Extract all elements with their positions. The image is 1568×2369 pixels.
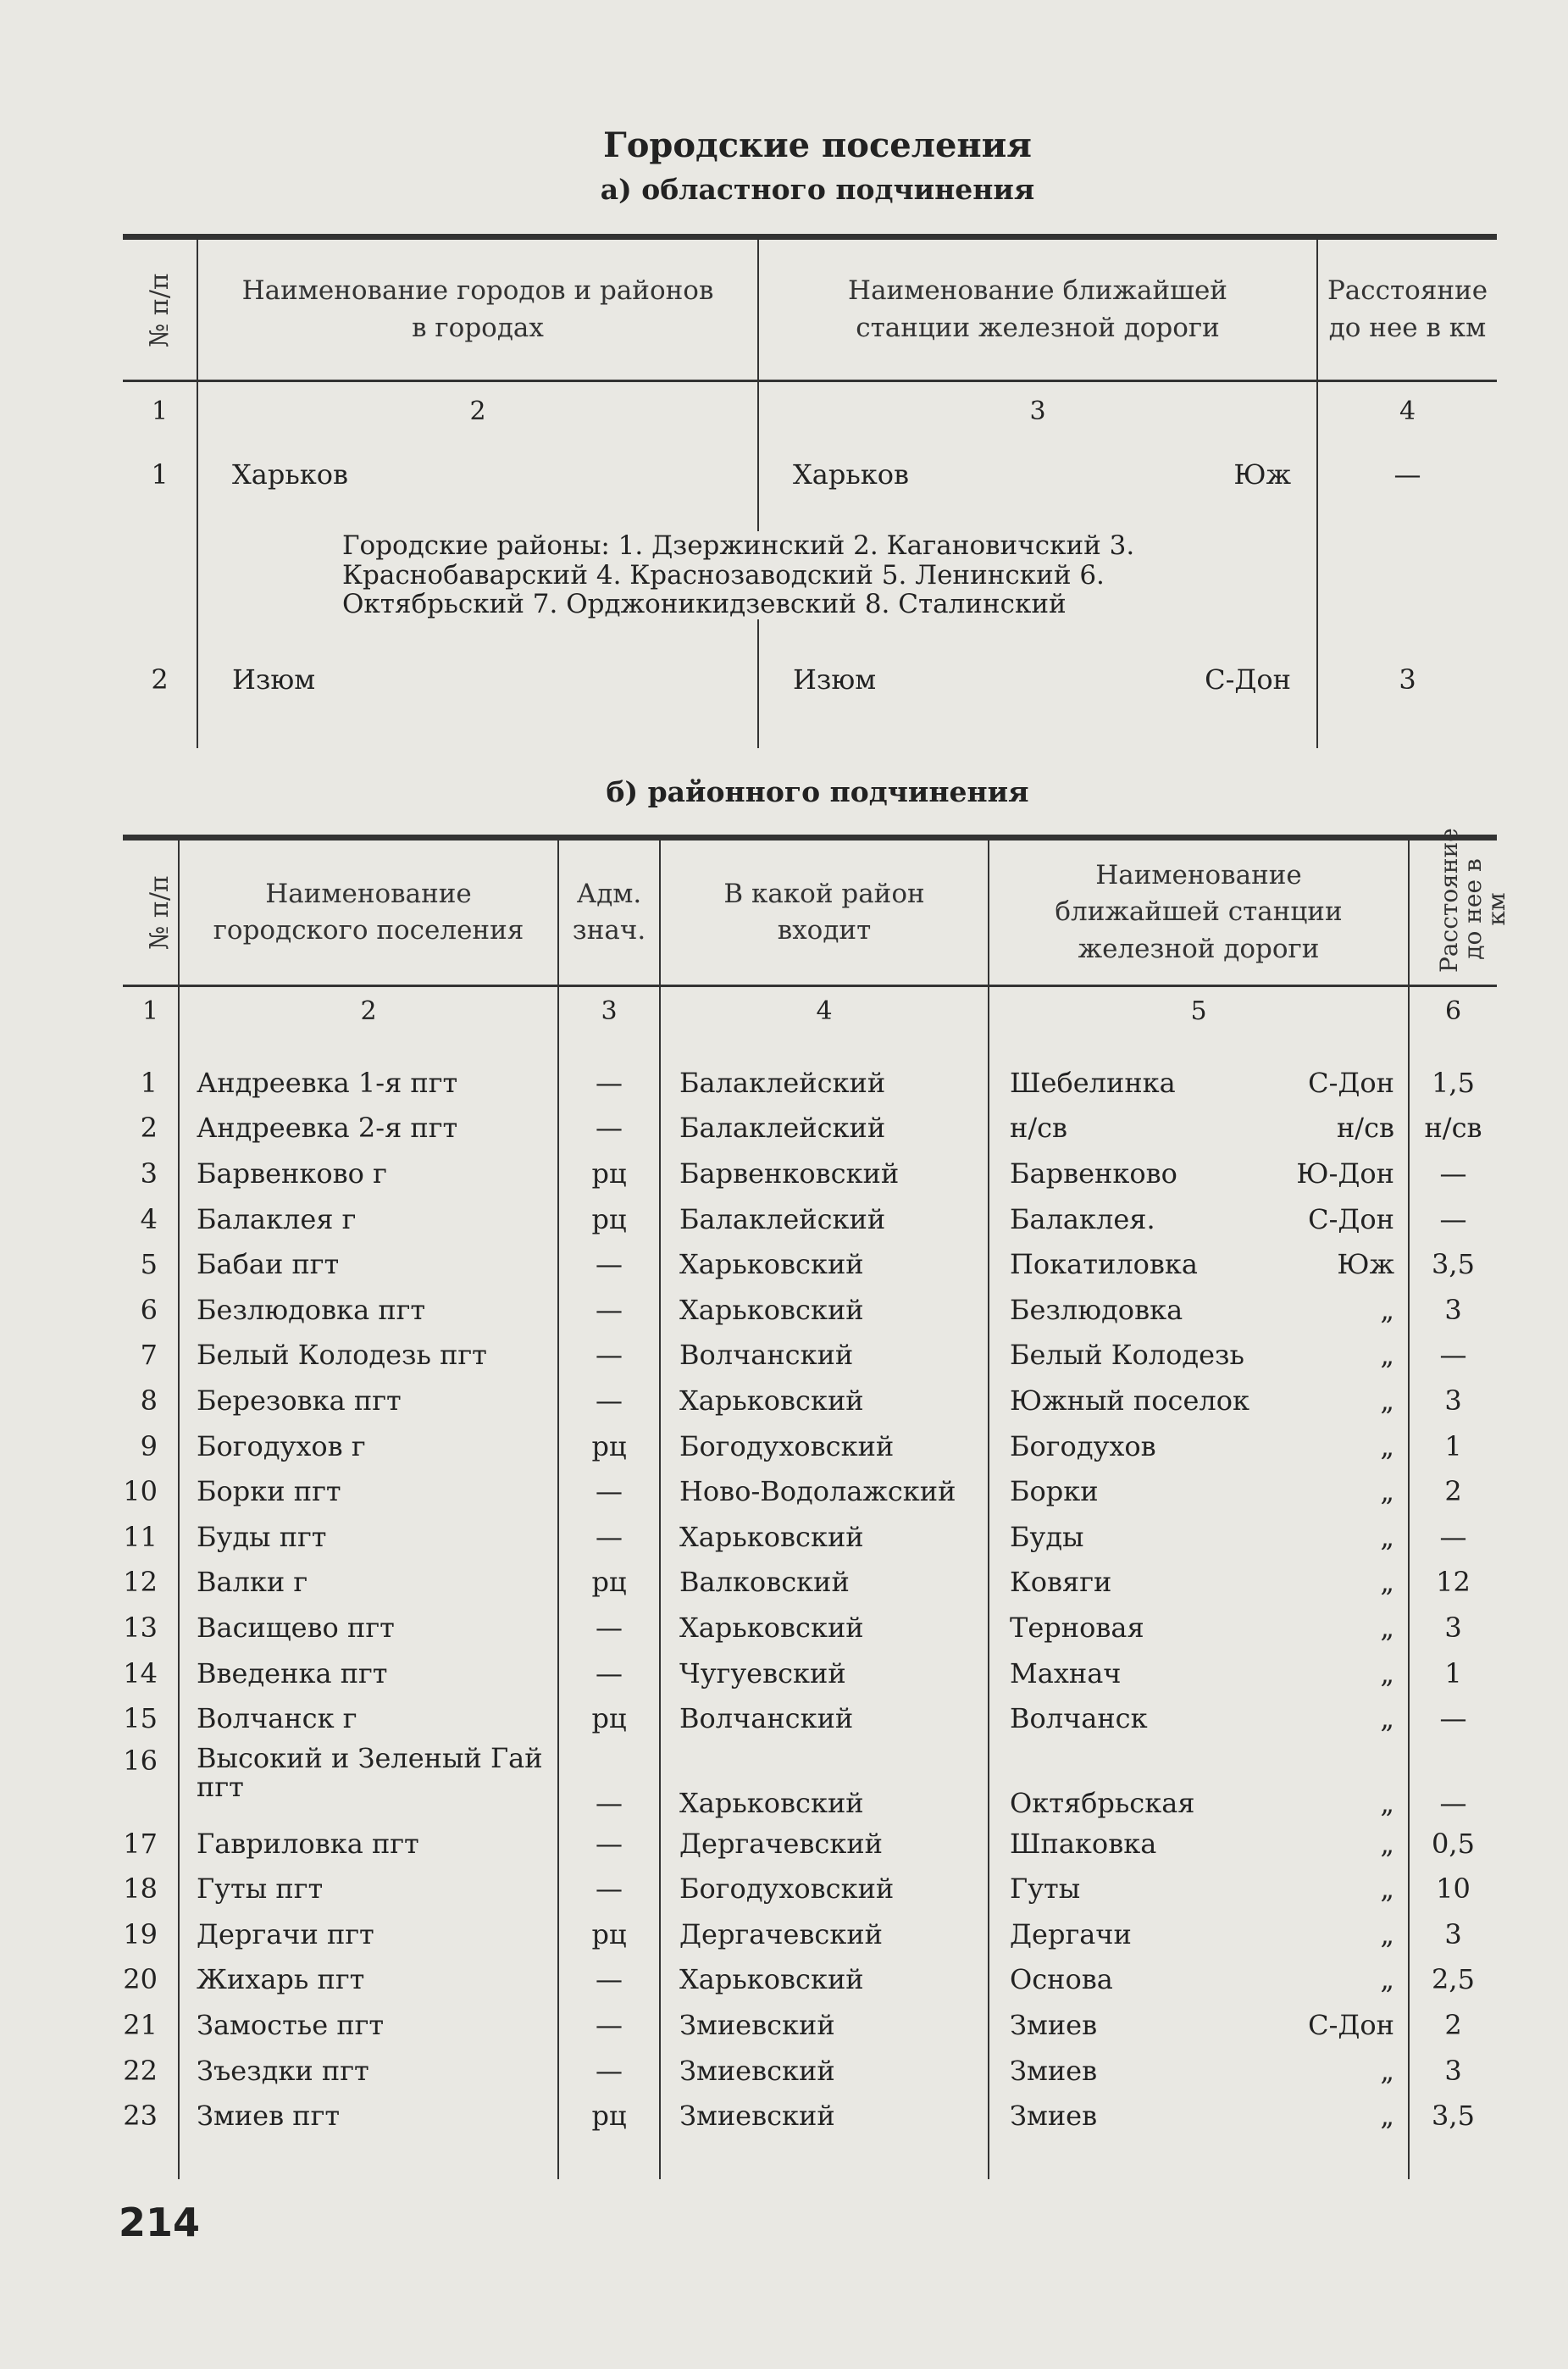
settlement-name: Высокий и Зеленый Гай пгт	[179, 1741, 558, 1821]
adm-status: —	[558, 1605, 660, 1651]
adm-status: —	[558, 1241, 660, 1287]
table-row	[123, 1151, 1497, 1196]
column-number: 4	[1317, 381, 1497, 441]
raion-name: Дергачевский	[660, 1821, 989, 1867]
distance: 3,5	[1409, 1241, 1497, 1287]
adm-status: —	[558, 2048, 660, 2094]
station-name: Безлюдовка	[1010, 1293, 1183, 1326]
adm-status: рц	[558, 2093, 660, 2139]
station-cell	[989, 1468, 1409, 1514]
table-row	[123, 2048, 1497, 2094]
districts-note: Городские районы: 1. Дзержинский 2. Кагановичский 3. Краснобаварский 4. Краснозаводский 5. Ленинский 6. Октябрьский 7. Орджоникидзевский 8. Сталинский	[342, 531, 1189, 619]
settlement-name: Балаклея г	[179, 1196, 558, 1242]
station-cell	[989, 1378, 1409, 1423]
adm-status: рц	[558, 1423, 660, 1469]
settlement-name: Введенка пгт	[179, 1651, 558, 1696]
settlement-name: Гавриловка пгт	[179, 1821, 558, 1867]
settlement-name: Жихарь пгт	[179, 1957, 558, 2003]
row-number: 7	[140, 1339, 158, 1372]
distance: —	[1317, 440, 1497, 509]
settlement-name: Замостье пгт	[179, 2002, 558, 2048]
header-raion: В какой район входит	[660, 838, 989, 986]
station-cell	[989, 2093, 1409, 2139]
distance: 3,5	[1409, 2093, 1497, 2139]
adm-status: —	[558, 1468, 660, 1514]
station-name: Октябрьская	[1010, 1786, 1195, 1819]
raion-name: Змиевский	[660, 2093, 989, 2139]
settlement-name: Барвенково г	[179, 1151, 558, 1196]
table-row	[123, 1241, 1497, 1287]
header-num: № п/п	[145, 272, 175, 347]
column-number: 1	[123, 986, 179, 1035]
station-cell	[989, 1605, 1409, 1651]
distance: —	[1409, 1151, 1497, 1196]
railway-code: Юж	[1337, 1248, 1394, 1281]
settlement-name: Васищево пгт	[179, 1605, 558, 1651]
settlement-name: Березовка пгт	[179, 1378, 558, 1423]
station-name: Изюм	[793, 663, 877, 696]
station-name: Южный поселок	[1010, 1384, 1249, 1417]
raion-name: Балаклейский	[660, 1196, 989, 1242]
station-name: Шпаковка	[1010, 1827, 1157, 1860]
header-name: Наименование городского поселения	[179, 838, 558, 986]
distance: 3	[1409, 1287, 1497, 1333]
station-name: Харьков	[793, 458, 910, 491]
adm-status: —	[558, 1741, 660, 1821]
station-name: Гуты	[1010, 1872, 1081, 1906]
raion-name: Ново-Водолажский	[660, 1468, 989, 1514]
table-row	[123, 1605, 1497, 1651]
railway-code: „	[1380, 1917, 1394, 1950]
raion-name: Харьковский	[660, 1514, 989, 1560]
adm-status: —	[558, 1106, 660, 1151]
row-number: 20	[123, 1963, 158, 1996]
station-cell	[989, 1060, 1409, 1106]
distance: н/св	[1409, 1106, 1497, 1151]
table-row	[123, 1867, 1497, 1912]
row-number: 4	[140, 1202, 158, 1235]
station-cell	[989, 1106, 1409, 1151]
settlement-name: Дергачи пгт	[179, 1911, 558, 1957]
row-number: 17	[123, 1827, 158, 1860]
table-regional-subordination	[123, 234, 1497, 748]
settlement-name: Белый Колодезь пгт	[179, 1333, 558, 1379]
distance: 3	[1317, 652, 1497, 748]
row-number: 2	[151, 663, 169, 696]
railway-code: „	[1380, 1702, 1394, 1735]
header-distance: Расстояние до нее в км	[1409, 838, 1497, 986]
adm-status: —	[558, 1957, 660, 2003]
station-name: Змиев	[1010, 2100, 1098, 2133]
adm-status: —	[558, 1651, 660, 1696]
railway-code: „	[1380, 1872, 1394, 1906]
raion-name: Харьковский	[660, 1287, 989, 1333]
distance: 1	[1409, 1423, 1497, 1469]
table-row	[123, 1651, 1497, 1696]
railway-code: „	[1380, 1384, 1394, 1417]
header-adm: Адм. знач.	[558, 838, 660, 986]
station-name: Махнач	[1010, 1656, 1122, 1689]
row-number: 23	[123, 2100, 158, 2133]
station-name: Белый Колодезь	[1010, 1339, 1244, 1372]
row-number: 21	[123, 2009, 158, 2042]
station-cell	[989, 1695, 1409, 1741]
settlement-name: Борки пгт	[179, 1468, 558, 1514]
table-row	[123, 440, 1497, 509]
raion-name: Харьковский	[660, 1605, 989, 1651]
railway-code: „	[1380, 1827, 1394, 1860]
railway-code: „	[1380, 1293, 1394, 1326]
raion-name: Харьковский	[660, 1241, 989, 1287]
station-name: Буды	[1010, 1520, 1084, 1553]
raion-name: Богодуховский	[660, 1423, 989, 1469]
table-row	[123, 1106, 1497, 1151]
station-name: Терновая	[1010, 1611, 1144, 1644]
column-number: 2	[197, 381, 758, 441]
table-row	[123, 2002, 1497, 2048]
table-row	[123, 1741, 1497, 1821]
column-number: 4	[660, 986, 989, 1035]
table-row	[123, 1957, 1497, 2003]
row-number: 22	[123, 2054, 158, 2087]
settlement-name: Безлюдовка пгт	[179, 1287, 558, 1333]
districts-note-cell	[197, 509, 1135, 652]
row-number: 15	[123, 1702, 158, 1735]
raion-name: Волчанский	[660, 1333, 989, 1379]
raion-name: Дергачевский	[660, 1911, 989, 1957]
adm-status: рц	[558, 1911, 660, 1957]
station-cell	[989, 2002, 1409, 2048]
station-name: Покатиловка	[1010, 1248, 1198, 1281]
adm-status: —	[558, 2002, 660, 2048]
column-number-row	[123, 381, 1497, 441]
table-header-row	[123, 237, 1497, 381]
raion-name: Харьковский	[660, 1741, 989, 1821]
station-cell	[989, 1333, 1409, 1379]
distance: —	[1409, 1695, 1497, 1741]
railway-code: Ю-Дон	[1296, 1157, 1394, 1190]
table-row	[123, 1287, 1497, 1333]
column-number: 6	[1409, 986, 1497, 1035]
railway-code: н/св	[1336, 1112, 1394, 1145]
header-station: Наименование ближайшей станции железной дороги	[989, 838, 1409, 986]
station-cell	[758, 652, 1317, 748]
adm-status: рц	[558, 1560, 660, 1606]
station-cell	[989, 1241, 1409, 1287]
railway-code: „	[1380, 2100, 1394, 2133]
row-number: 11	[123, 1520, 158, 1553]
station-name: Барвенково	[1010, 1157, 1177, 1190]
railway-code: С-Дон	[1308, 2009, 1394, 2042]
adm-status: —	[558, 1514, 660, 1560]
table-row	[123, 1333, 1497, 1379]
table-row	[123, 1196, 1497, 1242]
adm-status: —	[558, 1867, 660, 1912]
raion-name: Харьковский	[660, 1957, 989, 2003]
adm-status: —	[558, 1378, 660, 1423]
settlement-name: Волчанск г	[179, 1695, 558, 1741]
settlement-name: Змиев пгт	[179, 2093, 558, 2139]
distance: —	[1409, 1196, 1497, 1242]
station-cell	[989, 1911, 1409, 1957]
station-name: Шебелинка	[1010, 1066, 1176, 1099]
adm-status: —	[558, 1821, 660, 1867]
adm-status: —	[558, 1287, 660, 1333]
distance: —	[1409, 1741, 1497, 1821]
station-cell	[758, 440, 1317, 509]
row-number: 19	[123, 1917, 158, 1950]
station-cell	[989, 1957, 1409, 2003]
railway-code: „	[1380, 1786, 1394, 1819]
railway-code: „	[1380, 1520, 1394, 1553]
row-number: 9	[140, 1429, 158, 1462]
raion-name: Балаклейский	[660, 1106, 989, 1151]
adm-status: рц	[558, 1695, 660, 1741]
table-row	[123, 1560, 1497, 1606]
raion-name: Волчанский	[660, 1695, 989, 1741]
station-name: Борки	[1010, 1475, 1099, 1508]
station-cell	[989, 1867, 1409, 1912]
station-cell	[989, 1741, 1409, 1821]
distance: 3	[1409, 1911, 1497, 1957]
railway-code: „	[1380, 1611, 1394, 1644]
header-distance: Расстояние до нее в км	[1317, 237, 1497, 381]
row-number: 14	[123, 1656, 158, 1689]
station-cell	[989, 1287, 1409, 1333]
column-number: 2	[179, 986, 558, 1035]
adm-status: —	[558, 1333, 660, 1379]
row-number: 3	[140, 1157, 158, 1190]
settlement-name: Богодухов г	[179, 1423, 558, 1469]
distance: 0,5	[1409, 1821, 1497, 1867]
raion-name: Валковский	[660, 1560, 989, 1606]
station-cell	[989, 1560, 1409, 1606]
station-name: Дергачи	[1010, 1917, 1132, 1950]
distance: 3	[1409, 1605, 1497, 1651]
railway-code: „	[1380, 1429, 1394, 1462]
table-row	[123, 2093, 1497, 2139]
distance: 12	[1409, 1560, 1497, 1606]
table-row	[123, 1060, 1497, 1106]
table-row	[123, 1695, 1497, 1741]
settlement-name: Бабаи пгт	[179, 1241, 558, 1287]
row-number: 18	[123, 1872, 158, 1906]
railway-code: „	[1380, 2054, 1394, 2087]
page-title: Городские поселения	[603, 125, 1032, 165]
table-row	[123, 1821, 1497, 1867]
distance: 3	[1409, 1378, 1497, 1423]
station-name: Основа	[1010, 1963, 1113, 1996]
raion-name: Змиевский	[660, 2002, 989, 2048]
railway-code: „	[1380, 1566, 1394, 1599]
raion-name: Барвенковский	[660, 1151, 989, 1196]
settlement-name: Зъездки пгт	[179, 2048, 558, 2094]
row-number: 8	[140, 1384, 158, 1417]
section-a-subtitle: а) областного подчинения	[600, 173, 1035, 206]
railway-code: С-Дон	[1205, 663, 1291, 696]
adm-status: рц	[558, 1196, 660, 1242]
raion-name: Харьковский	[660, 1378, 989, 1423]
adm-status: —	[558, 1060, 660, 1106]
city-name: Изюм	[197, 652, 758, 748]
station-cell	[989, 2048, 1409, 2094]
table-row	[123, 652, 1497, 748]
raion-name: Балаклейский	[660, 1060, 989, 1106]
station-name: Богодухов	[1010, 1429, 1156, 1462]
station-cell	[989, 1151, 1409, 1196]
table-row	[123, 1378, 1497, 1423]
raion-name: Змиевский	[660, 2048, 989, 2094]
station-name: н/св	[1010, 1112, 1068, 1145]
row-number: 6	[140, 1293, 158, 1326]
distance: 3	[1409, 2048, 1497, 2094]
distance: 2,5	[1409, 1957, 1497, 2003]
table-header-row	[123, 838, 1497, 986]
row-number: 1	[140, 1066, 158, 1099]
column-number: 1	[123, 381, 197, 441]
row-number: 1	[151, 458, 169, 491]
column-number: 5	[989, 986, 1409, 1035]
districts-note-row	[123, 509, 1497, 652]
row-number: 13	[123, 1611, 158, 1644]
settlement-name: Буды пгт	[179, 1514, 558, 1560]
row-number: 12	[123, 1566, 158, 1599]
column-number: 3	[558, 986, 660, 1035]
station-cell	[989, 1196, 1409, 1242]
distance: 1	[1409, 1651, 1497, 1696]
station-name: Змиев	[1010, 2009, 1098, 2042]
railway-code: С-Дон	[1308, 1202, 1394, 1235]
city-name: Харьков	[197, 440, 758, 509]
distance: 1,5	[1409, 1060, 1497, 1106]
settlement-name: Андреевка 2-я пгт	[179, 1106, 558, 1151]
station-name: Ковяги	[1010, 1566, 1112, 1599]
station-name: Змиев	[1010, 2054, 1098, 2087]
station-cell	[989, 1423, 1409, 1469]
table-row	[123, 1468, 1497, 1514]
station-name: Волчанск	[1010, 1702, 1148, 1735]
railway-code: Юж	[1233, 458, 1291, 491]
settlement-name: Андреевка 1-я пгт	[179, 1060, 558, 1106]
page-number: 214	[119, 2200, 201, 2245]
column-number: 3	[758, 381, 1317, 441]
station-cell	[989, 1651, 1409, 1696]
distance: 10	[1409, 1867, 1497, 1912]
distance: 2	[1409, 1468, 1497, 1514]
table-district-subordination	[123, 828, 1510, 2179]
row-number: 2	[140, 1112, 158, 1145]
table-row	[123, 1423, 1497, 1469]
raion-name: Чугуевский	[660, 1651, 989, 1696]
railway-code: „	[1380, 1656, 1394, 1689]
distance: —	[1409, 1514, 1497, 1560]
header-station: Наименование ближайшей станции железной дороги	[758, 237, 1317, 381]
distance: 2	[1409, 2002, 1497, 2048]
settlement-name: Валки г	[179, 1560, 558, 1606]
row-number: 10	[123, 1475, 158, 1508]
header-num: № п/п	[145, 875, 175, 951]
row-number: 16	[123, 1744, 158, 1777]
section-b-subtitle: б) районного подчинения	[606, 775, 1029, 808]
railway-code: С-Дон	[1308, 1066, 1394, 1099]
settlement-name: Гуты пгт	[179, 1867, 558, 1912]
row-number: 5	[140, 1248, 158, 1281]
distance: —	[1409, 1333, 1497, 1379]
raion-name: Богодуховский	[660, 1867, 989, 1912]
table-row	[123, 1911, 1497, 1957]
railway-code: „	[1380, 1963, 1394, 1996]
station-name: Балаклея.	[1010, 1202, 1155, 1235]
table-row	[123, 1514, 1497, 1560]
header-name: Наименование городов и районов в городах	[197, 237, 758, 381]
column-number-row	[123, 986, 1497, 1035]
railway-code: „	[1380, 1339, 1394, 1372]
station-cell	[989, 1821, 1409, 1867]
station-cell	[989, 1514, 1409, 1560]
railway-code: „	[1380, 1475, 1394, 1508]
adm-status: рц	[558, 1151, 660, 1196]
